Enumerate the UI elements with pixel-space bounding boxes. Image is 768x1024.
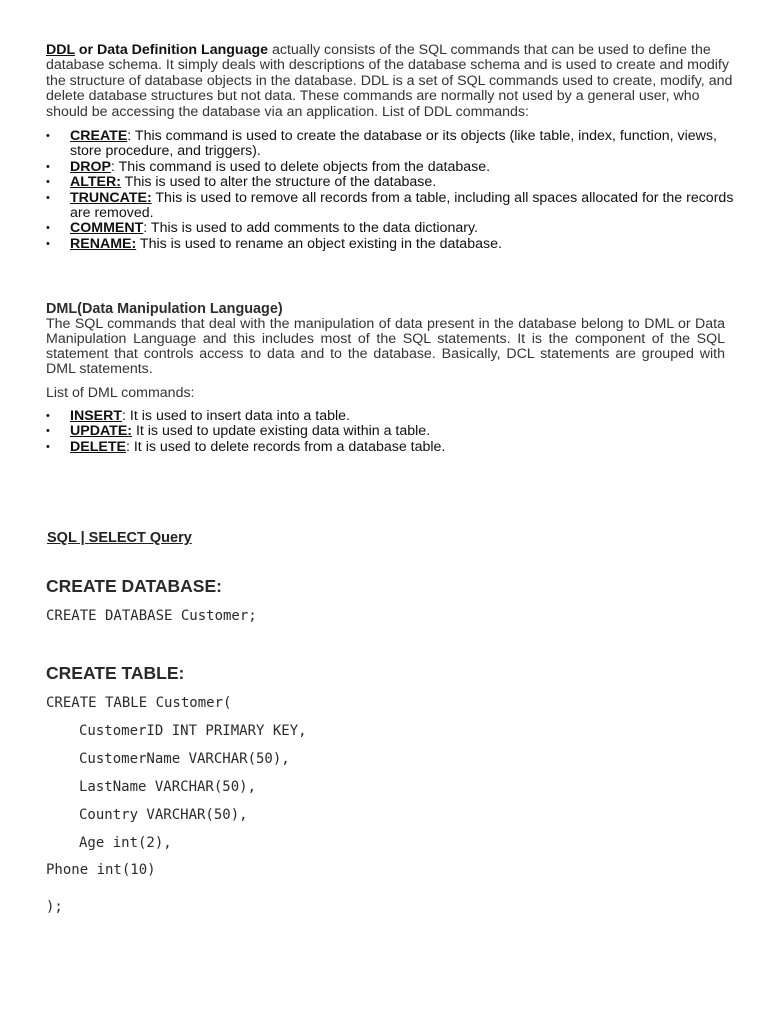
command-desc: This is used to add comments to the data dictionary.	[147, 220, 478, 237]
command-keyword: TRUNCATE:	[70, 189, 152, 206]
command-sep: :	[143, 220, 148, 237]
ddl-intro-paragraph	[46, 43, 736, 120]
ddl-lead-term	[46, 42, 268, 58]
list-item	[46, 424, 738, 439]
bullet-icon: •	[46, 410, 50, 422]
bullet-icon: •	[46, 222, 50, 235]
code-line: LastName VARCHAR(50),	[79, 779, 257, 795]
code-line: CREATE DATABASE Customer;	[46, 608, 257, 624]
code-line: );	[46, 899, 63, 915]
list-item	[46, 160, 738, 175]
command-keyword: DELETE	[70, 438, 126, 455]
command-desc: This is used to remove all records from a table, including all spaces allocated for the records are removed.	[70, 189, 734, 222]
command-keyword: UPDATE:	[70, 423, 133, 440]
ddl-abbrev: DDL	[46, 42, 75, 58]
ddl-command-list	[46, 129, 738, 252]
command-sep: :	[111, 158, 115, 175]
bullet-icon: •	[46, 130, 50, 142]
command-keyword: RENAME:	[70, 235, 137, 252]
code-line: Country VARCHAR(50),	[79, 807, 248, 823]
dml-command-list	[46, 409, 738, 455]
create-database-heading: CREATE DATABASE:	[46, 576, 222, 596]
command-desc: This is used to alter the structure of the database.	[120, 174, 437, 191]
bullet-icon: •	[46, 425, 50, 438]
select-query-link[interactable]: SQL | SELECT Query	[47, 530, 192, 546]
bullet-icon: •	[46, 191, 50, 204]
command-keyword: INSERT	[70, 408, 123, 424]
list-item	[46, 129, 738, 160]
command-desc: This is used to rename an object existing in the database.	[136, 235, 502, 252]
list-item	[46, 191, 738, 222]
command-sep: :	[125, 438, 130, 455]
code-line: Age int(2),	[79, 835, 172, 851]
command-keyword: ALTER:	[70, 174, 121, 191]
list-item	[46, 237, 738, 252]
list-item	[46, 440, 738, 455]
command-desc: This command is used to delete objects from the database.	[114, 158, 491, 175]
code-line: CustomerID INT PRIMARY KEY,	[79, 723, 307, 739]
bullet-icon: •	[46, 160, 50, 173]
command-desc: It is used to insert data into a table.	[125, 408, 350, 424]
ddl-fullname: or Data Definition Language	[74, 42, 269, 58]
command-sep: :	[122, 408, 126, 424]
dml-heading: DML(Data Manipulation Language)	[46, 301, 283, 317]
code-line: Phone int(10)	[46, 862, 156, 878]
bullet-icon: •	[46, 440, 50, 453]
bullet-icon: •	[46, 176, 50, 189]
list-item	[46, 409, 738, 424]
code-line: CREATE TABLE Customer(	[46, 695, 232, 711]
bullet-icon: •	[46, 237, 50, 250]
command-keyword: COMMENT	[70, 220, 144, 237]
create-table-heading: CREATE TABLE:	[46, 663, 185, 683]
dml-list-label: List of DML commands:	[46, 385, 195, 401]
code-line: CustomerName VARCHAR(50),	[79, 751, 290, 767]
command-keyword: CREATE	[70, 128, 128, 144]
command-desc: It is used to delete records from a database table.	[129, 438, 446, 455]
dml-paragraph: The SQL commands that deal with the manipulation of data present in the database belong to DML or Data Manipulation Language and this includes most of the SQL statements. It is the component of the SQL statement that controls access to data and to the database. Basically, DCL statements are grouped with DML statements.	[46, 316, 725, 377]
list-item	[46, 221, 738, 236]
command-sep: :	[127, 128, 132, 144]
list-item	[46, 175, 738, 190]
command-desc: This command is used to create the database or its objects (like table, index, function, views, store procedure, and triggers).	[70, 128, 717, 160]
command-desc: It is used to update existing data within a table.	[132, 423, 431, 440]
command-keyword: DROP	[70, 158, 111, 175]
ddl-intro-text: actually consists of the SQL commands that can be used to define the database schema. It simply deals with descriptions of the database schema and is used to create and modify the structure of database objects in the database. DDL is a set of SQL commands used to create, modify, and delete database structures but not data. These commands are normally not used by a general user, who should be accessing the database via an application. List of DDL commands:	[46, 42, 733, 120]
